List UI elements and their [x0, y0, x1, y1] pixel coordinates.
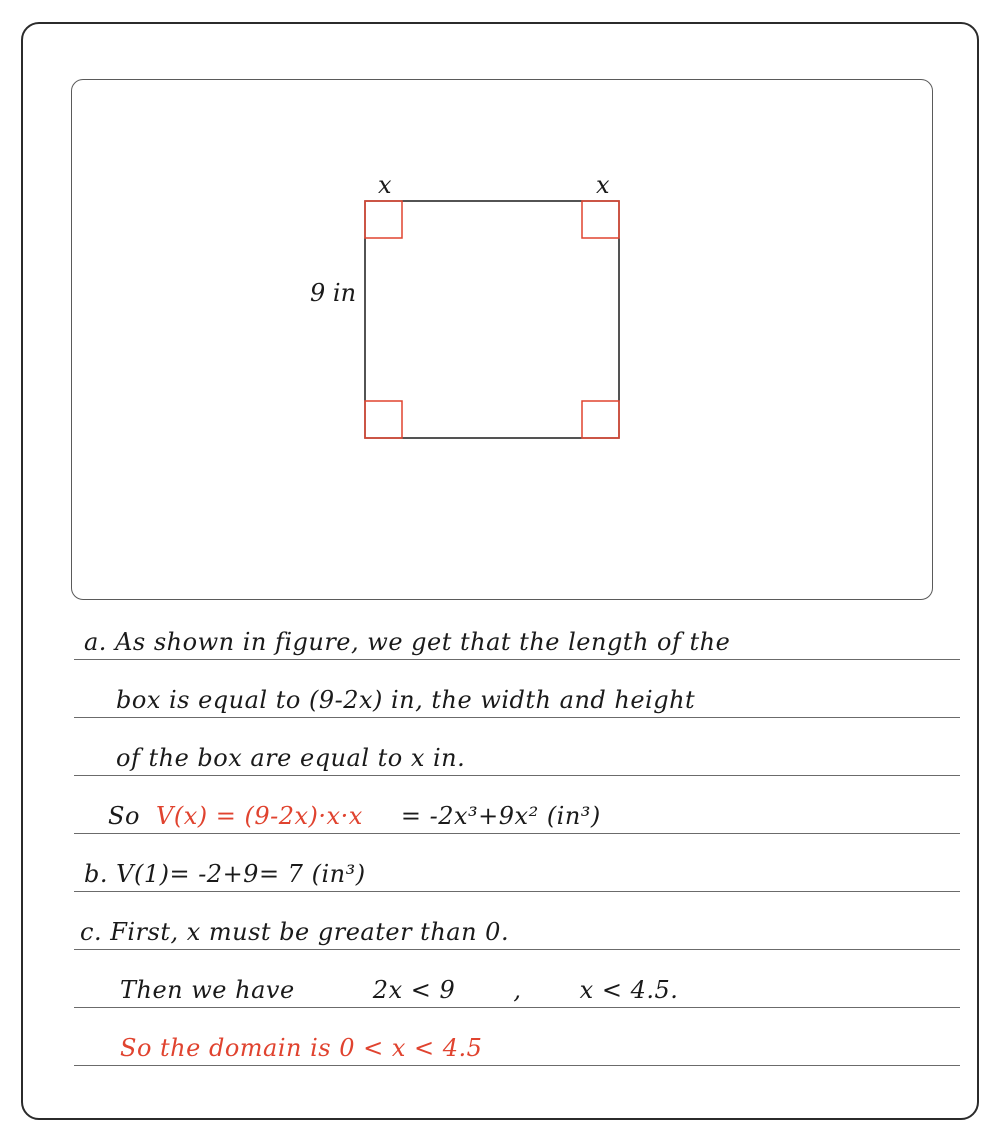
comma: , — [513, 976, 522, 1004]
ruled-line — [74, 1007, 960, 1008]
volume-result: = -2x³+9x² (in³) — [400, 802, 601, 830]
ruled-line — [74, 717, 960, 718]
ruled-line — [74, 949, 960, 950]
inequality-x: x < 4.5. — [579, 976, 679, 1004]
part-a-line-3: of the box are equal to x in. — [116, 744, 466, 772]
part-a-line-1: a. As shown in figure, we get that the length of the — [84, 628, 731, 656]
volume-prefix: So — [108, 802, 140, 830]
part-a-line-4 — [108, 802, 601, 830]
label-x-right: x — [596, 171, 610, 199]
part-c-line-2 — [120, 976, 678, 1004]
domain-conclusion: So the domain is 0 < x < 4.5 — [120, 1034, 483, 1062]
ruled-line — [74, 833, 960, 834]
label-x-left: x — [378, 171, 392, 199]
part-a-line-2: box is equal to (9-2x) in, the width and height — [116, 686, 696, 714]
ruled-line — [74, 659, 960, 660]
inequality-2x: 2x < 9 — [372, 976, 456, 1004]
label-side-length: 9 in — [310, 279, 357, 307]
part-c-line-1: c. First, x must be greater than 0. — [80, 918, 510, 946]
ruled-line — [74, 1065, 960, 1066]
part-b-line: b. V(1)= -2+9= 7 (in³) — [84, 860, 366, 888]
then-we-have: Then we have — [120, 976, 295, 1004]
ruled-line — [74, 891, 960, 892]
volume-formula: V(x) = (9-2x)·x·x — [156, 802, 363, 830]
ruled-line — [74, 775, 960, 776]
